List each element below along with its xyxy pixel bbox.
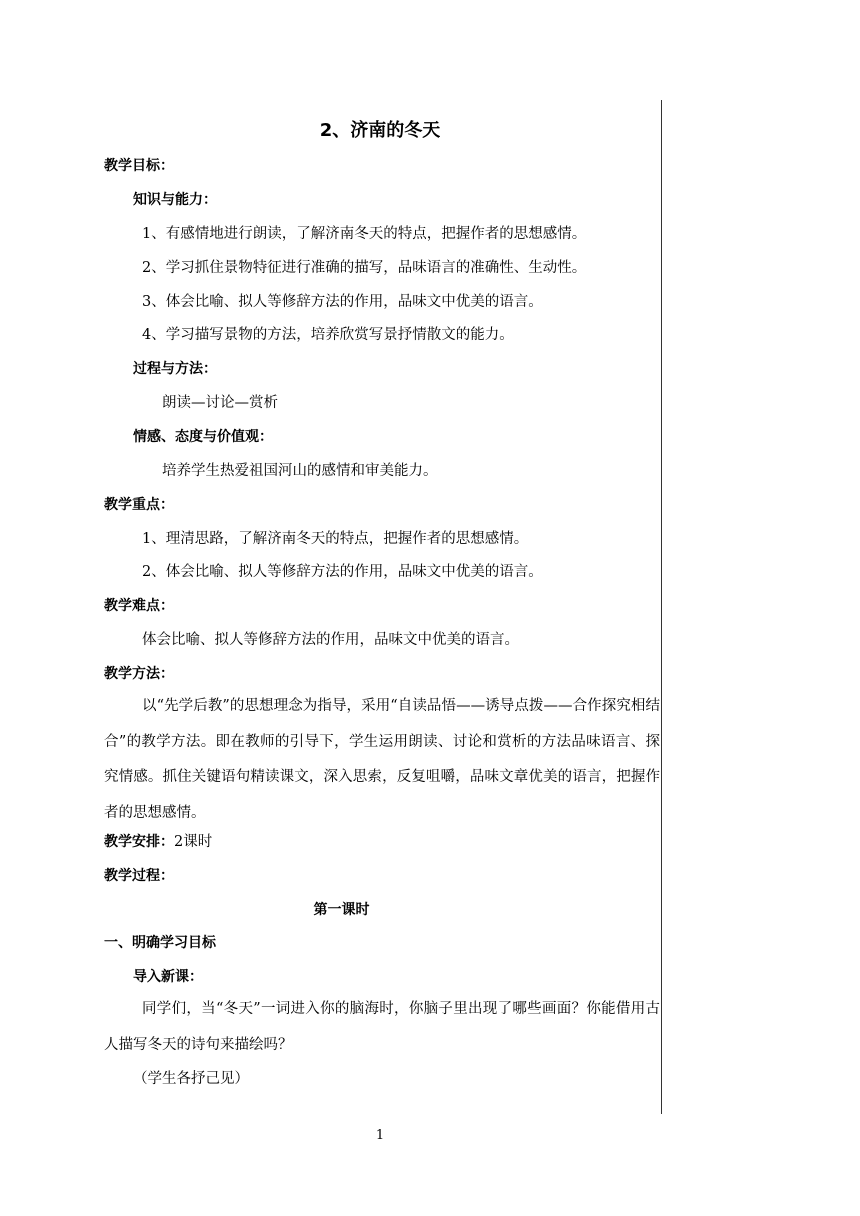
lesson-title: 第一课时 <box>313 902 370 918</box>
knowledge-heading: 知识与能力： <box>133 192 217 208</box>
goals-heading: 教学目标： <box>104 158 174 174</box>
keypoint-item: 2、体会比喻、拟人等修辞方法的作用，品味文中优美的语言。 <box>142 564 543 580</box>
difficulty-heading: 教学难点： <box>104 598 174 614</box>
keypoint-item: 1、理清思路，了解济南冬天的特点，把握作者的思想感情。 <box>142 531 529 547</box>
margin-rule <box>661 100 662 1114</box>
page-title: 2、济南的冬天 <box>319 120 441 141</box>
knowledge-item: 4、学习描写景物的方法，培养欣赏写景抒情散文的能力。 <box>142 327 514 343</box>
procedure-heading: 教学过程： <box>104 868 174 884</box>
knowledge-item: 1、有感情地进行朗读，了解济南冬天的特点，把握作者的思想感情。 <box>142 226 587 242</box>
arrangement-value: 2课时 <box>174 834 213 850</box>
process-heading: 过程与方法： <box>133 361 217 377</box>
keypoints-heading: 教学重点： <box>104 497 174 513</box>
intro-heading: 导入新课： <box>133 969 203 985</box>
student-note: （学生各抒己见） <box>133 1071 249 1087</box>
knowledge-item: 3、体会比喻、拟人等修辞方法的作用，品味文中优美的语言。 <box>142 294 543 310</box>
section-heading: 一、明确学习目标 <box>104 935 216 951</box>
method-paragraph: 以“先学后教”的思想理念为指导，采用“自读品悟——诱导点拨——合作探究相结合”的教学方法。即在教师的引导下，学生运用朗读、讨论和赏析的方法品味语言、探究情感。抓住关键语句精读课文，深入思索，反复咀嚼，品味文章优美的语言，把握作者的思想感情。 <box>104 698 660 821</box>
arrangement-heading: 教学安排： <box>104 834 174 850</box>
process-text: 朗读—讨论—赏析 <box>162 395 278 411</box>
arrangement-row <box>104 832 212 852</box>
intro-paragraph: 同学们，当“冬天”一词进入你的脑海时，你脑子里出现了哪些画面？你能借用古人描写冬天的诗句来描绘吗？ <box>104 1001 660 1053</box>
knowledge-item: 2、学习抓住景物特征进行准确的描写，品味语言的准确性、生动性。 <box>142 260 587 276</box>
emotion-text: 培养学生热爱祖国河山的感情和审美能力。 <box>162 463 438 479</box>
method-heading: 教学方法： <box>104 666 174 682</box>
page-number: 1 <box>375 1128 385 1143</box>
difficulty-text: 体会比喻、拟人等修辞方法的作用，品味文中优美的语言。 <box>142 632 519 648</box>
emotion-heading: 情感、态度与价值观： <box>133 429 273 445</box>
